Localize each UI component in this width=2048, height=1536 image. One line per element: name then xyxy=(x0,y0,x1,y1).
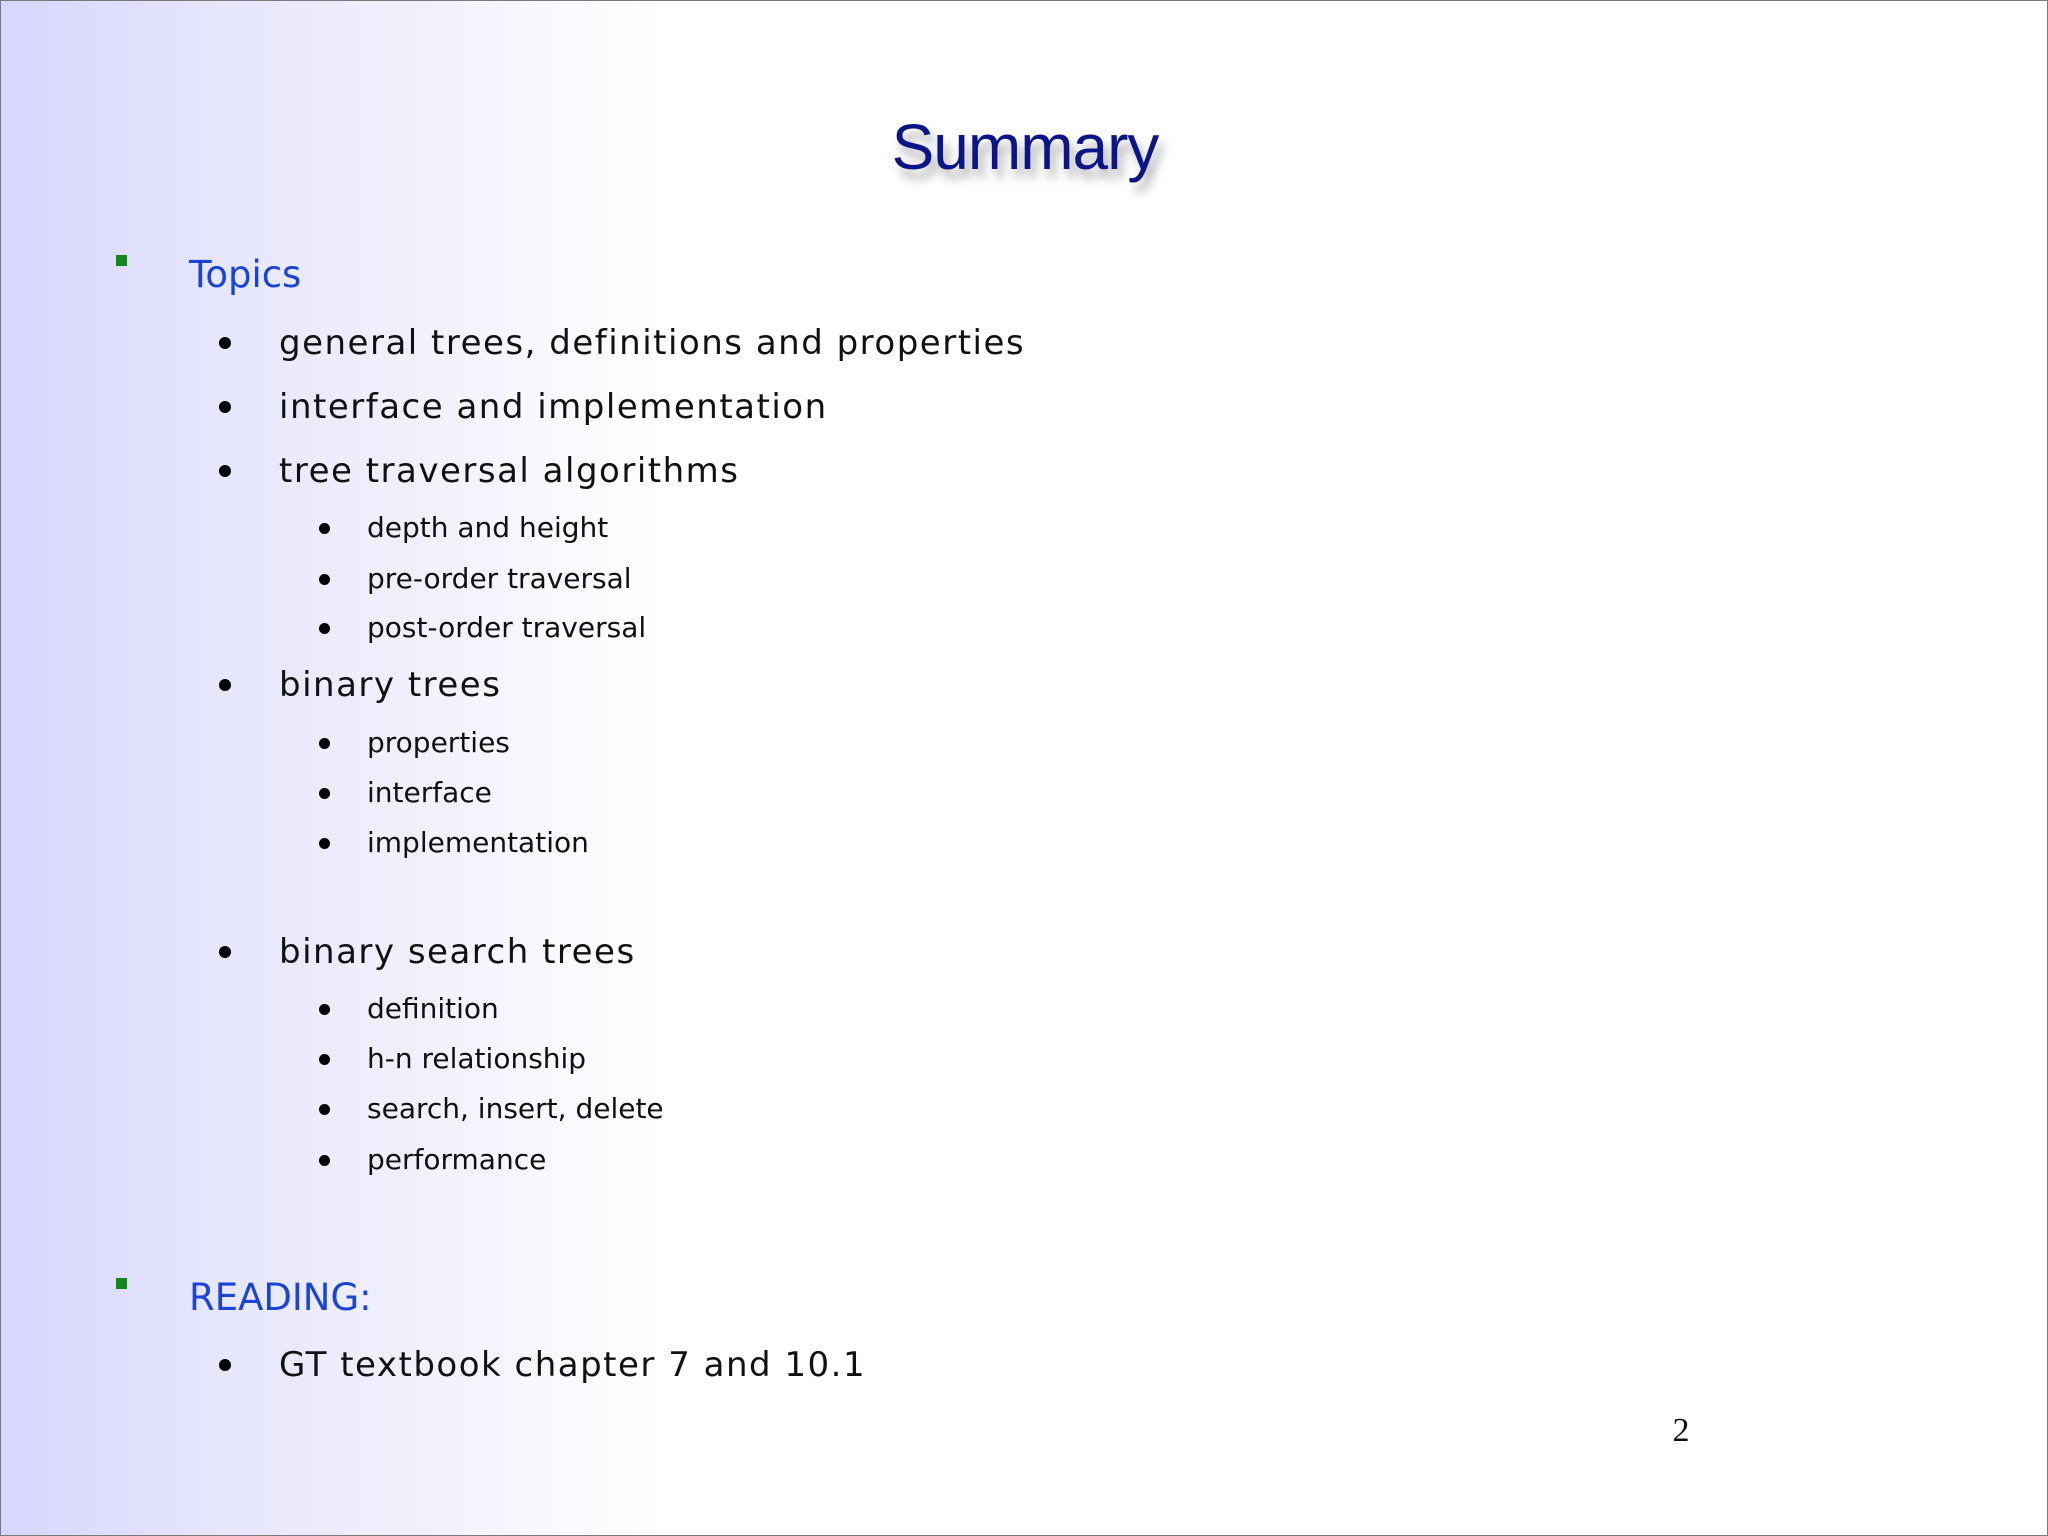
section-heading-topics: Topics xyxy=(189,253,302,296)
reading-item: GT textbook chapter 7 and 10.1 xyxy=(279,1345,867,1385)
topic-item: interface and implementation xyxy=(279,387,828,427)
bullet-icon xyxy=(319,623,330,634)
topic-item: tree traversal algorithms xyxy=(279,451,740,491)
section-heading-reading: READING: xyxy=(189,1276,372,1319)
page-number: 2 xyxy=(1672,1412,1690,1449)
bullet-icon xyxy=(319,1054,330,1065)
topic-subitem: definition xyxy=(367,992,499,1025)
bullet-icon xyxy=(219,1359,231,1371)
topic-subitem: implementation xyxy=(367,826,589,859)
bullet-icon xyxy=(319,1155,330,1166)
bullet-icon xyxy=(219,465,231,477)
topic-subitem: depth and height xyxy=(367,511,609,544)
topic-subitem: h-n relationship xyxy=(367,1042,587,1075)
bullet-icon xyxy=(219,679,231,691)
topic-subitem: performance xyxy=(367,1143,547,1176)
bullet-icon xyxy=(319,523,330,534)
square-bullet-icon xyxy=(116,1278,127,1289)
topic-subitem: search, insert, delete xyxy=(367,1092,664,1125)
bullet-icon xyxy=(319,574,330,585)
square-bullet-icon xyxy=(116,255,127,266)
bullet-icon xyxy=(319,738,330,749)
topic-subitem: post-order traversal xyxy=(367,611,647,644)
bullet-icon xyxy=(219,401,231,413)
topic-subitem: pre-order traversal xyxy=(367,562,632,595)
bullet-icon xyxy=(319,788,330,799)
slide-title: Summary xyxy=(891,111,1159,183)
bullet-icon xyxy=(219,337,231,349)
topic-item: general trees, definitions and properties xyxy=(279,323,1026,363)
bullet-icon xyxy=(319,838,330,849)
bullet-icon xyxy=(219,946,231,958)
topic-item: binary trees xyxy=(279,665,502,705)
topic-subitem: properties xyxy=(367,726,510,759)
topic-subitem: interface xyxy=(367,776,492,809)
topic-item: binary search trees xyxy=(279,932,636,972)
bullet-icon xyxy=(319,1104,330,1115)
bullet-icon xyxy=(319,1004,330,1015)
